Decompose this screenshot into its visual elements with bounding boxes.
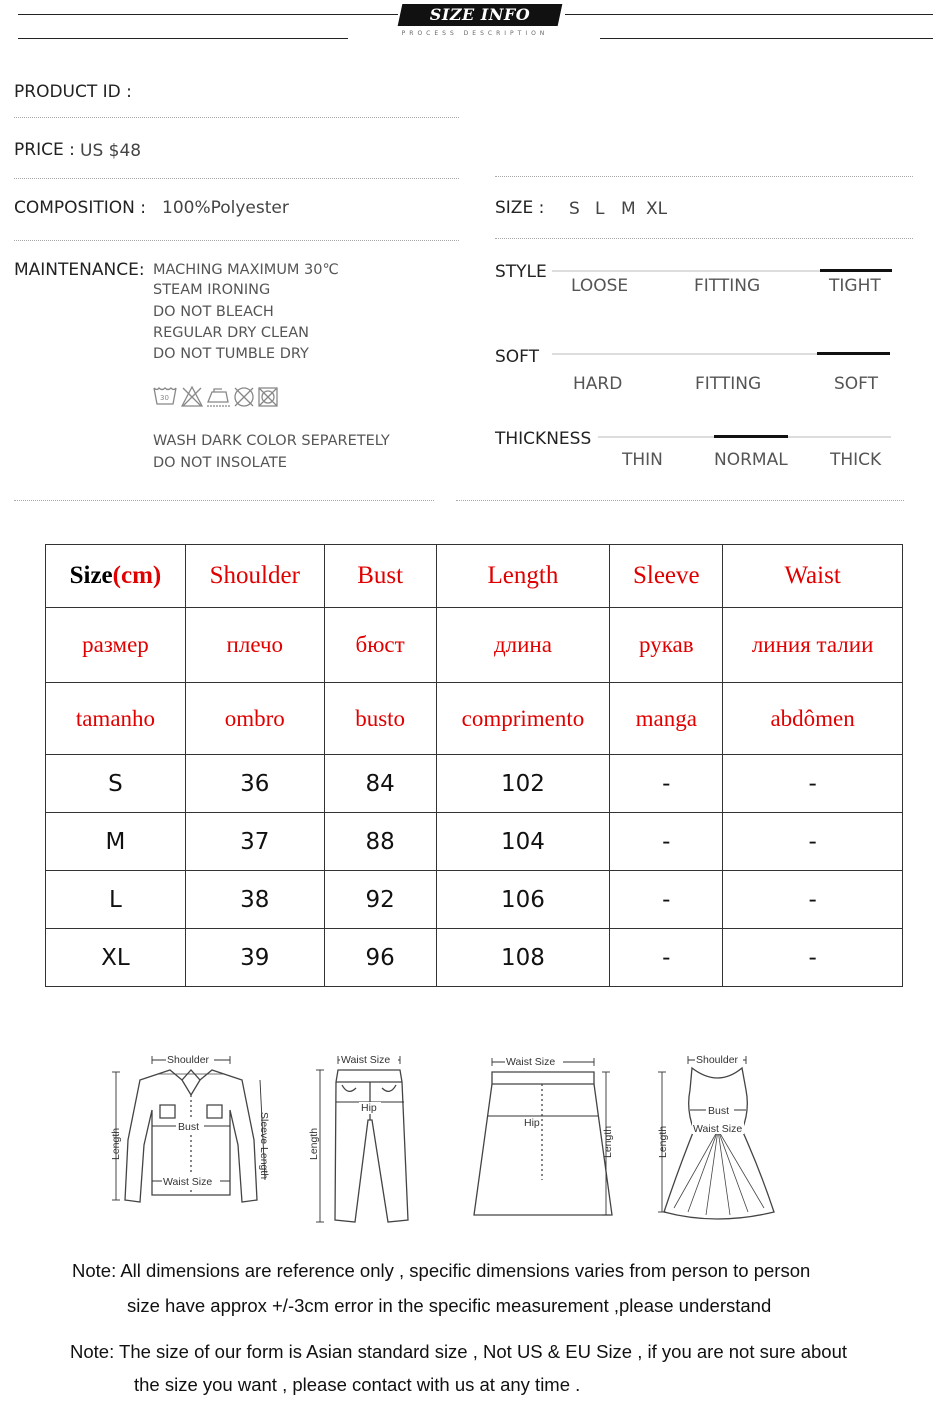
note-1-line-2: size have approx +/-3cm error in the specific measurement ,please understand [127, 1295, 772, 1316]
header-unit-text: (cm) [112, 562, 162, 589]
size-option-l: L [595, 199, 605, 219]
price-value: US $48 [80, 141, 142, 161]
table-cell: плечо [185, 608, 324, 683]
header-rule-right-2 [600, 38, 933, 39]
divider [14, 240, 459, 241]
table-cell: - [723, 813, 903, 871]
style-label: STYLE [495, 262, 547, 282]
thickness-option-normal: NORMAL [714, 450, 788, 470]
style-option-loose: LOOSE [571, 276, 629, 296]
table-cell: L [46, 871, 186, 929]
divider [495, 238, 913, 239]
iron-icon [207, 389, 230, 406]
size-label: SIZE : [495, 198, 545, 218]
table-cell: 88 [324, 813, 436, 871]
table-row [46, 871, 903, 929]
table-row-portuguese [46, 683, 903, 755]
no-bleach-icon [182, 387, 202, 406]
size-option-xl: XL [646, 199, 668, 219]
table-cell: 96 [324, 929, 436, 987]
header-cell: Length [436, 545, 610, 608]
price-label: PRICE : [14, 140, 75, 160]
product-id-label: PRODUCT ID : [14, 82, 132, 102]
table-cell: линия талии [723, 608, 903, 683]
page-title: SIZE INFO [429, 5, 531, 24]
dress-shoulder-label: Shoulder [696, 1054, 739, 1066]
no-dry-clean-icon [235, 388, 253, 406]
table-cell: ombro [185, 683, 324, 755]
no-tumble-dry-icon [259, 388, 277, 406]
thickness-option-thin: THIN [622, 450, 663, 470]
wash-30-icon [154, 388, 176, 404]
note-2-line-2: the size you want , please contact with us at any time . [134, 1374, 581, 1395]
wash-note: DO NOT INSOLATE [153, 455, 287, 471]
shirt-sleeve-label: Sleeve Length [258, 1112, 270, 1180]
dress-length-label: Length [657, 1125, 669, 1158]
note-2-line-1: Note: The size of our form is Asian standard size , Not US & EU Size , if you are not sure about [70, 1341, 848, 1362]
table-cell: abdômen [723, 683, 903, 755]
header-cell: Sleeve [610, 545, 723, 608]
table-cell: - [610, 755, 723, 813]
table-row [46, 813, 903, 871]
table-cell: comprimento [436, 683, 610, 755]
table-cell: tamanho [46, 683, 186, 755]
header-cell-size [46, 545, 186, 608]
dress-bust-label: Bust [708, 1105, 730, 1117]
shirt-waist-label: Waist Size [163, 1176, 213, 1188]
table-cell: 36 [185, 755, 324, 813]
table-row [46, 929, 903, 987]
table-cell: - [610, 813, 723, 871]
style-scale-selected-tight [820, 269, 892, 272]
table-cell: - [610, 929, 723, 987]
maintenance-line: DO NOT BLEACH [153, 304, 274, 320]
page-subtitle: PROCESS DESCRIPTION [401, 30, 549, 37]
header-rule-left-2 [18, 38, 348, 39]
wash-note: WASH DARK COLOR SEPARETELY [153, 433, 390, 449]
soft-option-soft: SOFT [834, 374, 879, 394]
header-cell: Bust [324, 545, 436, 608]
thickness-option-thick: THICK [830, 450, 882, 470]
table-cell: 37 [185, 813, 324, 871]
pants-length-label: Length [308, 1127, 320, 1160]
header-rule-right [565, 14, 933, 15]
divider [14, 117, 459, 118]
table-cell: 92 [324, 871, 436, 929]
size-option-m: M [621, 199, 636, 219]
table-row-russian [46, 608, 903, 683]
pants-waist-label: Waist Size [341, 1054, 391, 1066]
thickness-label: THICKNESS [495, 429, 592, 449]
pants-diagram [300, 1050, 420, 1230]
table-cell: 106 [436, 871, 610, 929]
table-header-row [46, 545, 903, 608]
skirt-length-label: Length [602, 1125, 614, 1158]
shirt-bust-label: Bust [178, 1121, 200, 1133]
table-cell: бюст [324, 608, 436, 683]
table-cell: XL [46, 929, 186, 987]
maintenance-label: MAINTENANCE: [14, 260, 145, 280]
thickness-scale-selected-normal [714, 435, 788, 438]
skirt-hip-label: Hip [524, 1117, 540, 1129]
table-cell: 38 [185, 871, 324, 929]
table-cell: 102 [436, 755, 610, 813]
table-cell: длина [436, 608, 610, 683]
shirt-diagram [100, 1050, 285, 1225]
maintenance-line: MACHING MAXIMUM 30℃ [153, 262, 339, 278]
care-icons [152, 384, 302, 410]
divider [14, 500, 434, 501]
table-cell: 104 [436, 813, 610, 871]
table-cell: рукав [610, 608, 723, 683]
maintenance-line: REGULAR DRY CLEAN [153, 325, 310, 341]
header-cell: Waist [723, 545, 903, 608]
soft-option-hard: HARD [573, 374, 623, 394]
header-size-text: Size [69, 562, 113, 589]
style-option-fitting: FITTING [694, 276, 761, 296]
skirt-waist-label: Waist Size [506, 1056, 556, 1068]
soft-label: SOFT [495, 347, 540, 367]
header-rule-left [18, 14, 398, 15]
soft-option-fitting: FITTING [695, 374, 762, 394]
composition-label: COMPOSITION : [14, 198, 146, 218]
dress-waist-label: Waist Size [693, 1123, 743, 1135]
svg-text:30: 30 [160, 394, 169, 402]
composition-value: 100%Polyester [162, 198, 289, 218]
skirt-diagram [462, 1050, 622, 1225]
table-cell: S [46, 755, 186, 813]
shirt-shoulder-label: Shoulder [167, 1054, 210, 1066]
divider [495, 176, 913, 177]
table-cell: - [723, 871, 903, 929]
style-option-tight: TIGHT [829, 276, 881, 296]
table-cell: manga [610, 683, 723, 755]
dress-diagram [650, 1050, 780, 1225]
table-cell: 84 [324, 755, 436, 813]
table-cell: размер [46, 608, 186, 683]
maintenance-line: DO NOT TUMBLE DRY [153, 346, 309, 362]
pants-hip-label: Hip [361, 1102, 377, 1114]
size-table [45, 544, 903, 987]
size-option-s: S [569, 199, 580, 219]
divider [456, 500, 904, 501]
shirt-length-label: Length [110, 1127, 122, 1160]
maintenance-line: STEAM IRONING [153, 282, 271, 298]
table-cell: 39 [185, 929, 324, 987]
table-cell: 108 [436, 929, 610, 987]
soft-scale-selected-soft [817, 352, 890, 355]
table-cell: busto [324, 683, 436, 755]
table-cell: - [723, 755, 903, 813]
divider [14, 178, 459, 179]
table-cell: - [610, 871, 723, 929]
note-1-line-1: Note: All dimensions are reference only , specific dimensions varies from person to person [72, 1260, 811, 1281]
table-row [46, 755, 903, 813]
header-cell: Shoulder [185, 545, 324, 608]
table-cell: - [723, 929, 903, 987]
table-cell: M [46, 813, 186, 871]
